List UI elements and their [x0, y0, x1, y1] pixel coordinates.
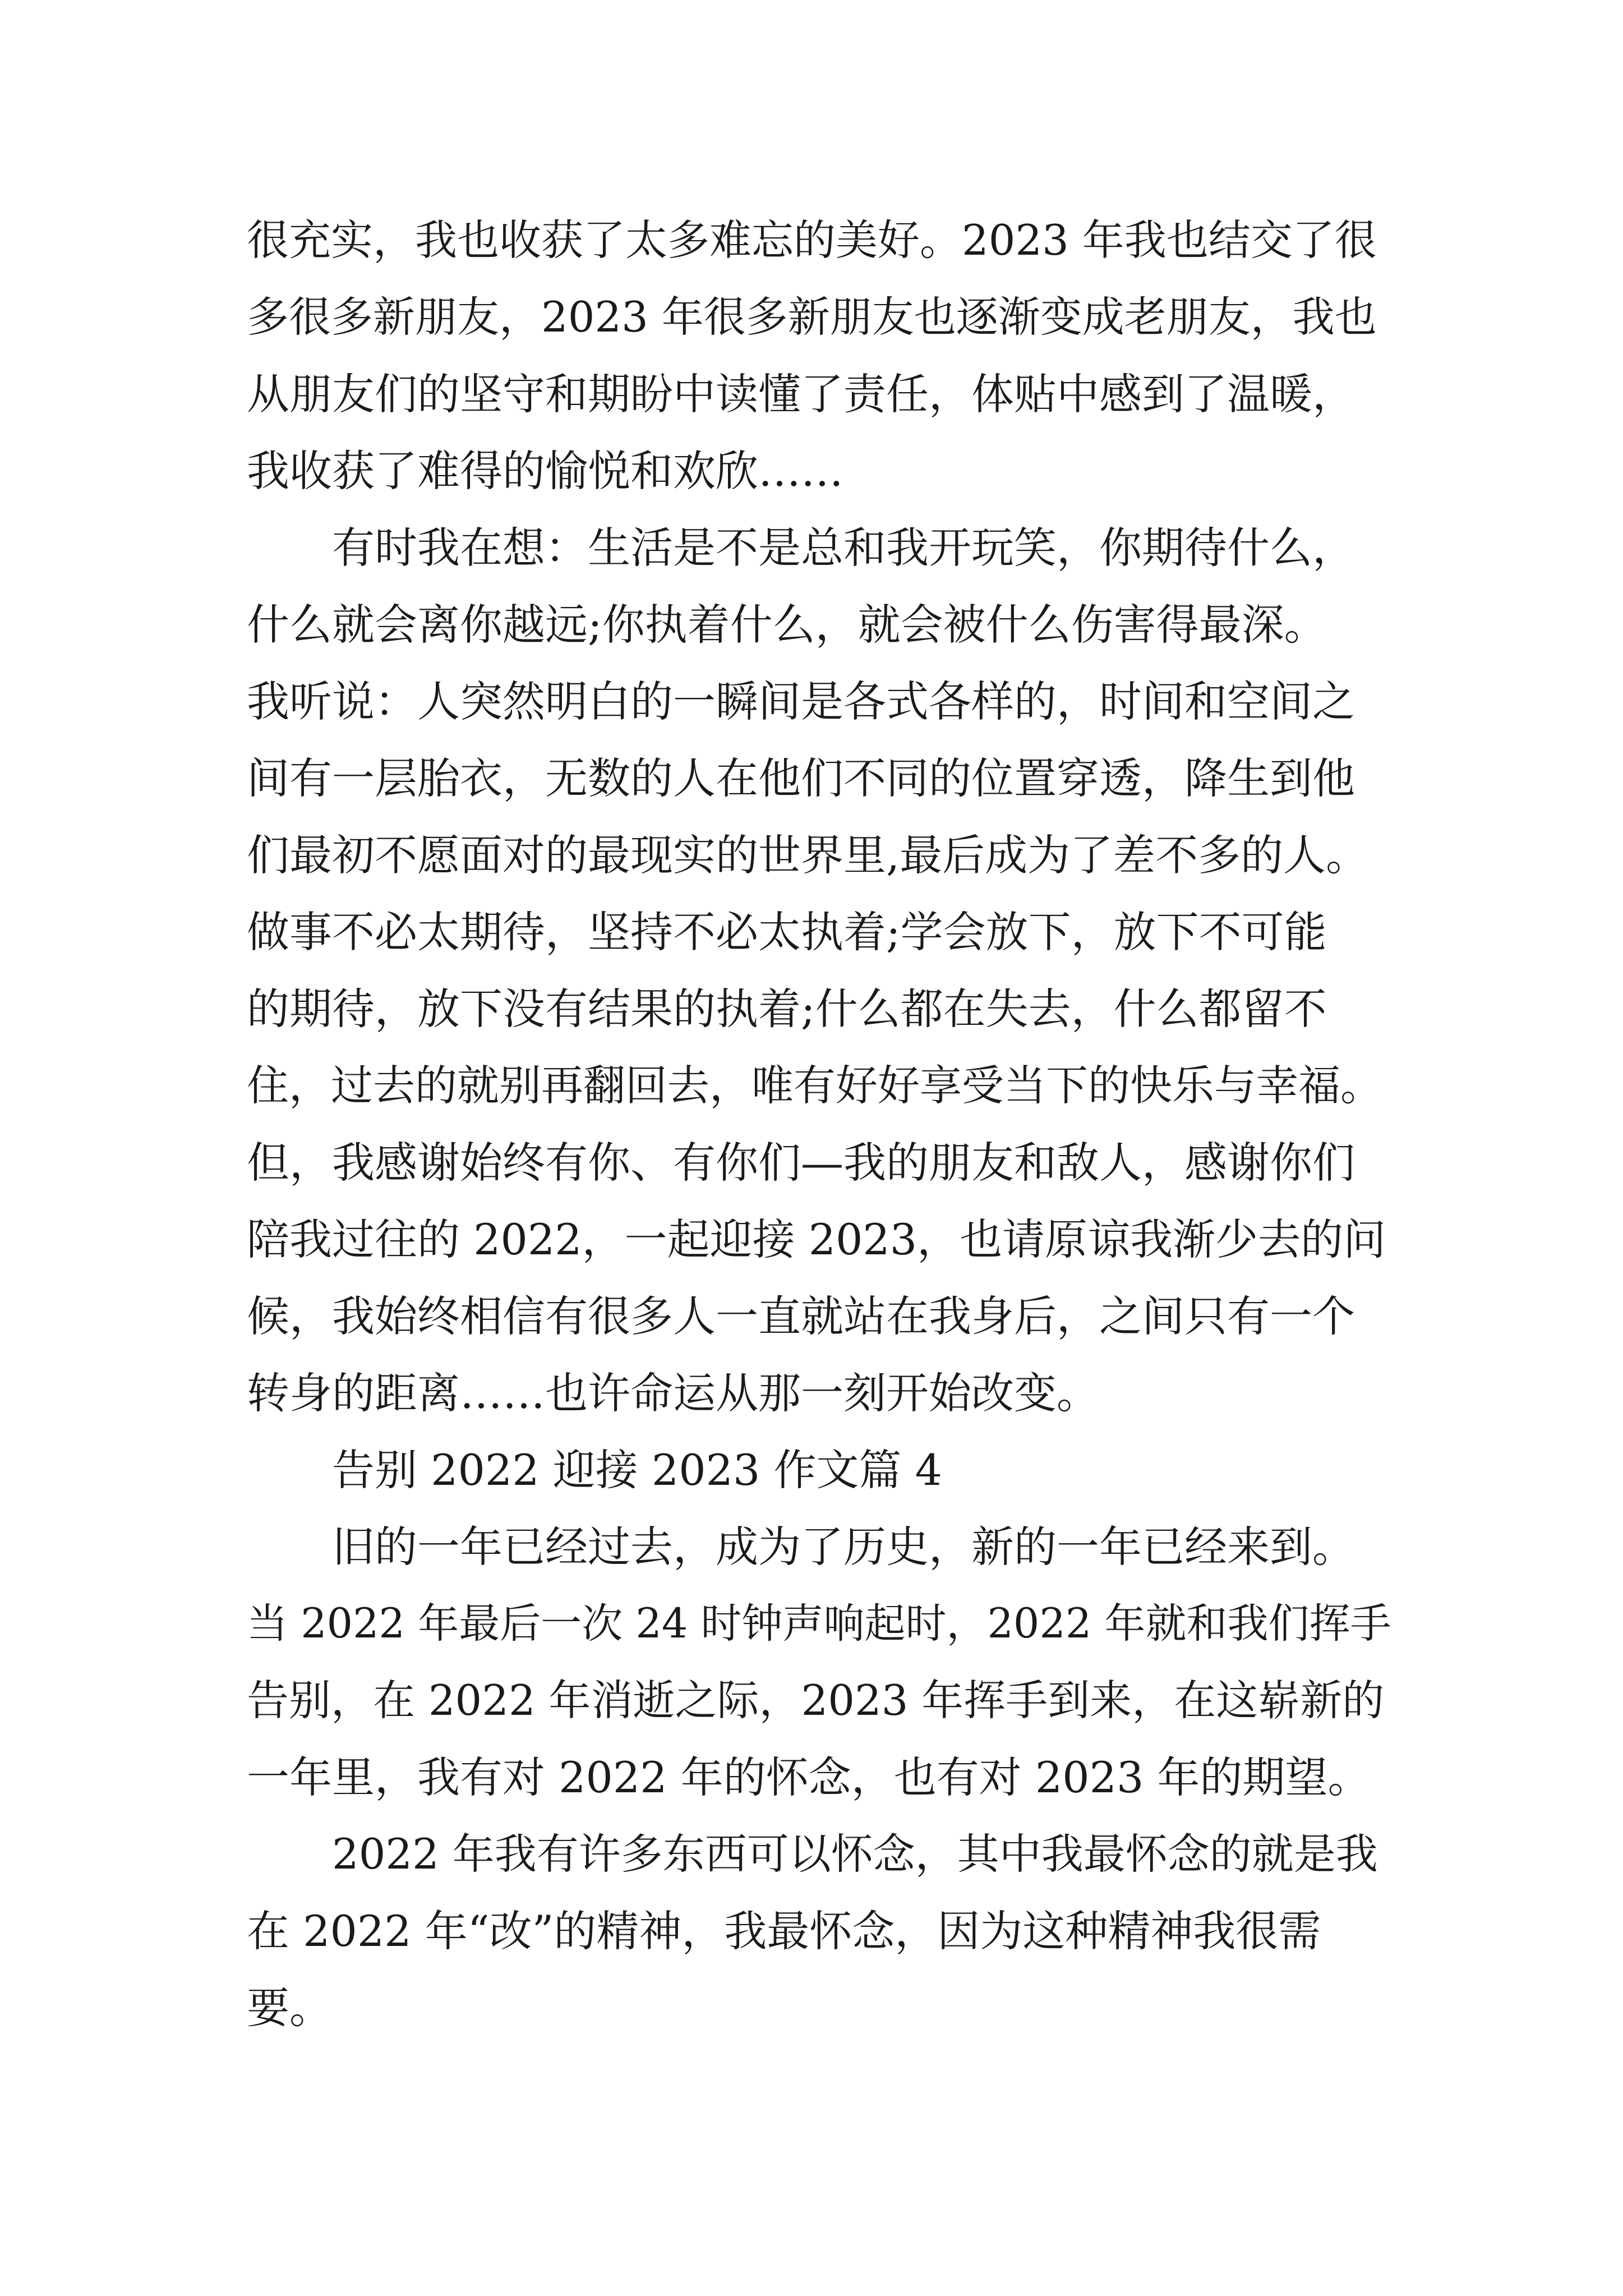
text-line: 多很多新朋友，2023 年很多新朋友也逐渐变成老朋友，我也: [247, 292, 1377, 342]
document-body: [247, 202, 1391, 2046]
text-line: 什么就会离你越远;你执着什么，就会被什么伤害得最深。: [247, 600, 1327, 650]
text-line: 们最初不愿面对的最现实的世界里,最后成为了差不多的人。: [247, 830, 1369, 880]
text-line: 间有一层胎衣，无数的人在他们不同的位置穿透，降生到他: [247, 753, 1355, 803]
text-line: 告别，在 2022 年消逝之际，2023 年挥手到来，在这崭新的: [247, 1676, 1385, 1725]
text-line: 陪我过往的 2022，一起迎接 2023，也请原谅我渐少去的问: [247, 1214, 1386, 1264]
section-heading: 告别 2022 迎接 2023 作文篇 4: [332, 1445, 942, 1495]
text-line: 要。: [247, 1983, 332, 2033]
text-line: 候，我始终相信有很多人一直就站在我身后，之间只有一个: [247, 1291, 1355, 1341]
text-line: 在 2022 年“改”的精神，我最怀念，因为这种精神我很需: [247, 1906, 1321, 1956]
text-line: 转身的距离……也许命运从那一刻开始改变。: [247, 1368, 1099, 1418]
paragraph-start-line: 旧的一年已经过去，成为了历史，新的一年已经来到。: [332, 1522, 1355, 1572]
text-line: 我收获了难得的愉悦和欢欣……: [247, 446, 843, 496]
paragraph-start-line: 2022 年我有许多东西可以怀念，其中我最怀念的就是我: [332, 1829, 1378, 1879]
text-line: 从朋友们的坚守和期盼中读懂了责任，体贴中感到了温暖，: [247, 369, 1355, 419]
text-line: 我听说：人突然明白的一瞬间是各式各样的，时间和空间之: [247, 677, 1355, 726]
text-line: 一年里，我有对 2022 年的怀念，也有对 2023 年的期望。: [247, 1752, 1371, 1802]
text-line: 但，我感谢始终有你、有你们—我的朋友和敌人，感谢你们: [247, 1138, 1355, 1188]
text-line: 住，过去的就别再翻回去，唯有好好享受当下的快乐与幸福。: [247, 1061, 1383, 1110]
text-line: 做事不必太期待，坚持不必太执着;学会放下，放下不可能: [247, 907, 1327, 957]
text-line: 的期待，放下没有结果的执着;什么都在失去，什么都留不: [247, 984, 1327, 1034]
paragraph-start-line: 有时我在想：生活是不是总和我开玩笑，你期待什么，: [332, 523, 1355, 573]
text-line: 当 2022 年最后一次 24 时钟声响起时，2022 年就和我们挥手: [247, 1600, 1391, 1648]
text-line: 很充实，我也收获了太多难忘的美好。2023 年我也结交了很: [247, 215, 1377, 265]
